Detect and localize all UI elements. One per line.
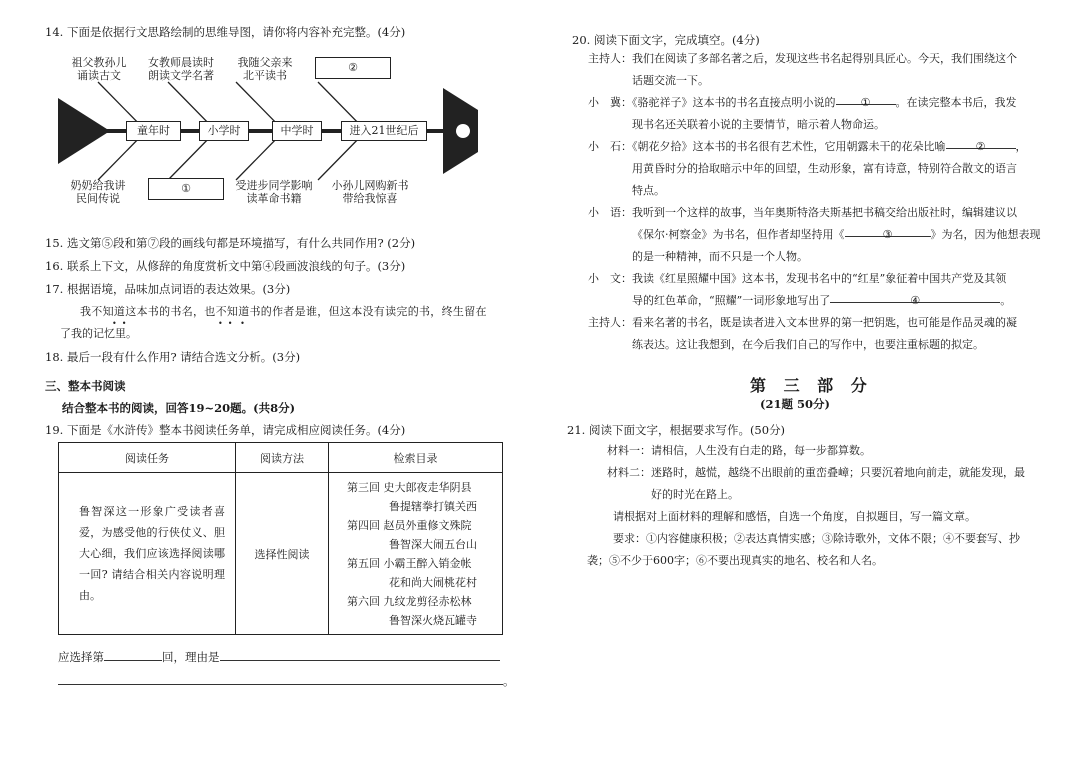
fishbone-top-label-1: 祖父教孙儿 诵读古文	[71, 56, 127, 82]
dialog-xiaoyu-cont: 《保尔·柯察金》为书名，但作者却坚持用《 ③ 》为名，因为他想表现	[588, 224, 1068, 246]
question-15: 15. 选文第⑤段和第⑦段的画线句都是环境描写，有什么共同作用? (2分)	[45, 236, 416, 250]
dialog-host-2: 主持人：看来名著的书名，既是读者进入文本世界的第一把钥匙，也可能是作品灵魂的凝	[588, 316, 1017, 329]
dialog-xiaoshi: 小 石：《朝花夕拾》这本书的书名很有艺术性，它用朝露未干的花朵比喻 ② ，	[588, 136, 1068, 158]
fishbone-bottom-label-1: 奶奶给我讲 民间传说	[70, 179, 126, 205]
answer-line: 应选择第 回，理由是	[58, 648, 500, 665]
fishbone-top-label-3: 我随父亲来 北平读书	[237, 56, 293, 82]
dialog-xiaoshi-cont-2: 特点。	[632, 184, 665, 197]
dialog-host-1: 主持人：我们在阅读了多部名著之后，发现这些书名起得别具匠心。今天，我们围绕这个	[588, 52, 1017, 65]
part-3-title: 第 三 部 分	[750, 376, 873, 395]
dialog-xiaoji: 小 冀：《骆驼祥子》这本书的书名直接点明小说的 ① 。在读完整本书后，我发	[588, 92, 1068, 114]
blank-4[interactable]: ④	[830, 290, 1000, 303]
fishbone-blank-2[interactable]: ②	[315, 57, 391, 79]
reason-blank[interactable]	[220, 648, 500, 661]
reason-blank-2[interactable]	[58, 672, 503, 685]
stage-21st-century: 进入21世纪后	[341, 121, 427, 141]
question-18: 18. 最后一段有什么作用? 请结合选文分析。(3分)	[45, 350, 301, 364]
table-cell-toc	[329, 473, 503, 635]
writing-requirements: 要求：①内容健康积极；②表达真情实感；③除诗歌外，文体不限；④不要套写、抄	[613, 532, 1020, 545]
toc-item-line2: 花和尚大闹桃花村	[389, 575, 477, 589]
table-cell-task: 鲁智深这一形象广受读者喜爱，为感受他的行侠仗义、胆大心细，我们应该选择阅读哪一回? 请结合相关内容说明理由。	[59, 473, 236, 635]
table-header-method: 阅读方法	[236, 443, 329, 473]
stage-childhood: 童年时	[126, 121, 181, 141]
dialog-host-2-cont: 练表达。这让我想到，在今后我们自己的写作中，也要注重标题的拟定。	[632, 338, 984, 351]
material-2: 材料二：迷路时，越慌，越绕不出眼前的重峦叠嶂；只要沉着地向前走，就能发现，最	[607, 466, 1025, 479]
table-header-task: 阅读任务	[59, 443, 236, 473]
fishbone-top-label-2: 女教师晨读时 朗读文学名著	[148, 56, 214, 82]
blank-1[interactable]: ①	[836, 92, 896, 105]
material-1: 材料一：请相信，人生没有白走的路，每一步都算数。	[607, 444, 871, 457]
fishbone-diagram	[58, 52, 478, 212]
writing-requirements-cont: 袭；⑤不少于600字；⑥不要出现真实的地名、校名和人名。	[587, 554, 883, 567]
toc-item: 第五回 小霸王醉入销金帐	[347, 556, 472, 570]
blank-3[interactable]: ③	[845, 224, 931, 237]
dialog-block	[588, 48, 1068, 356]
toc-item: 第三回 史大郎夜走华阴县	[347, 480, 472, 494]
toc-item-line2: 鲁提辖拳打镇关西	[389, 499, 477, 513]
toc-item-line2: 鲁智深大闹五台山	[389, 537, 477, 551]
question-17: 17. 根据语境，品味加点词语的表达效果。(3分)	[45, 282, 291, 296]
table-header-toc: 检索目录	[329, 443, 503, 473]
toc-item-line2: 鲁智深火烧瓦罐寺	[389, 613, 477, 627]
emphasis-dots-1: • •	[112, 319, 127, 328]
question-17-quote-line-2: 了我的记忆里。	[60, 327, 137, 340]
question-21: 21. 阅读下面文字，根据要求写作。(50分)	[567, 423, 786, 437]
right-page	[545, 0, 1080, 757]
emphasis-dots-2: • • •	[218, 319, 245, 328]
fish-eye	[456, 124, 470, 138]
dialog-xiaowen: 小 文：我读《红星照耀中国》这本书，发现书名中的“红星”象征着中国共产党及其领	[588, 272, 1007, 285]
question-19: 19. 下面是《水浒传》整本书阅读任务单，请完成相应阅读任务。(4分)	[45, 423, 406, 437]
question-17-quote-line-1: 我不知道这本书的书名，也不知道书的作者是谁，但这本没有读完的书，终生留在	[80, 305, 487, 318]
toc-item: 第四回 赵员外重修文殊院	[347, 518, 472, 532]
blank-2[interactable]: ②	[946, 136, 1016, 149]
table-cell-method: 选择性阅读	[236, 473, 329, 635]
question-16: 16. 联系上下文，从修辞的角度赏析文中第④段画波浪线的句子。(3分)	[45, 259, 406, 273]
answer-line-2: 。	[58, 672, 515, 689]
toc-list	[329, 478, 502, 630]
writing-instruction: 请根据对上面材料的理解和感悟，自选一个角度，自拟题目，写一篇文章。	[613, 510, 976, 523]
section-3-subheading: 结合整本书的阅读，回答19~20题。(共8分)	[62, 401, 296, 415]
fishbone-blank-1[interactable]: ①	[148, 178, 224, 200]
material-2-cont: 好的时光在路上。	[651, 488, 739, 501]
writing-materials	[587, 440, 1077, 572]
fishbone-bottom-label-2: 受进步同学影响 读革命书籍	[235, 179, 313, 205]
question-20: 20. 阅读下面文字，完成填空。(4分)	[572, 33, 760, 47]
section-3-heading: 三、整本书阅读	[45, 379, 126, 393]
fishbone-bottom-label-3: 小孙儿网购新书 带给我惊喜	[331, 179, 409, 205]
question-14: 14. 下面是依据行文思路绘制的思维导图，请你将内容补充完整。(4分)	[45, 25, 406, 39]
stage-primary: 小学时	[199, 121, 249, 141]
dialog-xiaowen-cont: 导的红色革命，“照耀”一词形象地写出了 ④ 。	[588, 290, 1068, 312]
reading-task-table	[58, 442, 503, 635]
dialog-xiaoyu-cont-2: 的是一种精神，而不只是一个人物。	[632, 250, 808, 263]
toc-item: 第六回 九纹龙剪径赤松林	[347, 594, 472, 608]
dialog-xiaoji-cont: 现书名还关联着小说的主要情节，暗示着人物命运。	[632, 118, 885, 131]
dialog-xiaoshi-cont: 用黄昏时分的拾取暗示中年的回望，生动形象，富有诗意，特别符合散文的语言	[632, 162, 1017, 175]
dialog-xiaoyu: 小 语：我听到一个这样的故事，当年奥斯特洛夫斯基把书稿交给出版社时，编辑建议以	[588, 206, 1017, 219]
stage-middle: 中学时	[272, 121, 322, 141]
chapter-blank[interactable]	[104, 648, 162, 661]
dialog-host-1-cont: 话题交流一下。	[632, 74, 709, 87]
part-3-subtitle: (21题 50分)	[760, 397, 830, 411]
